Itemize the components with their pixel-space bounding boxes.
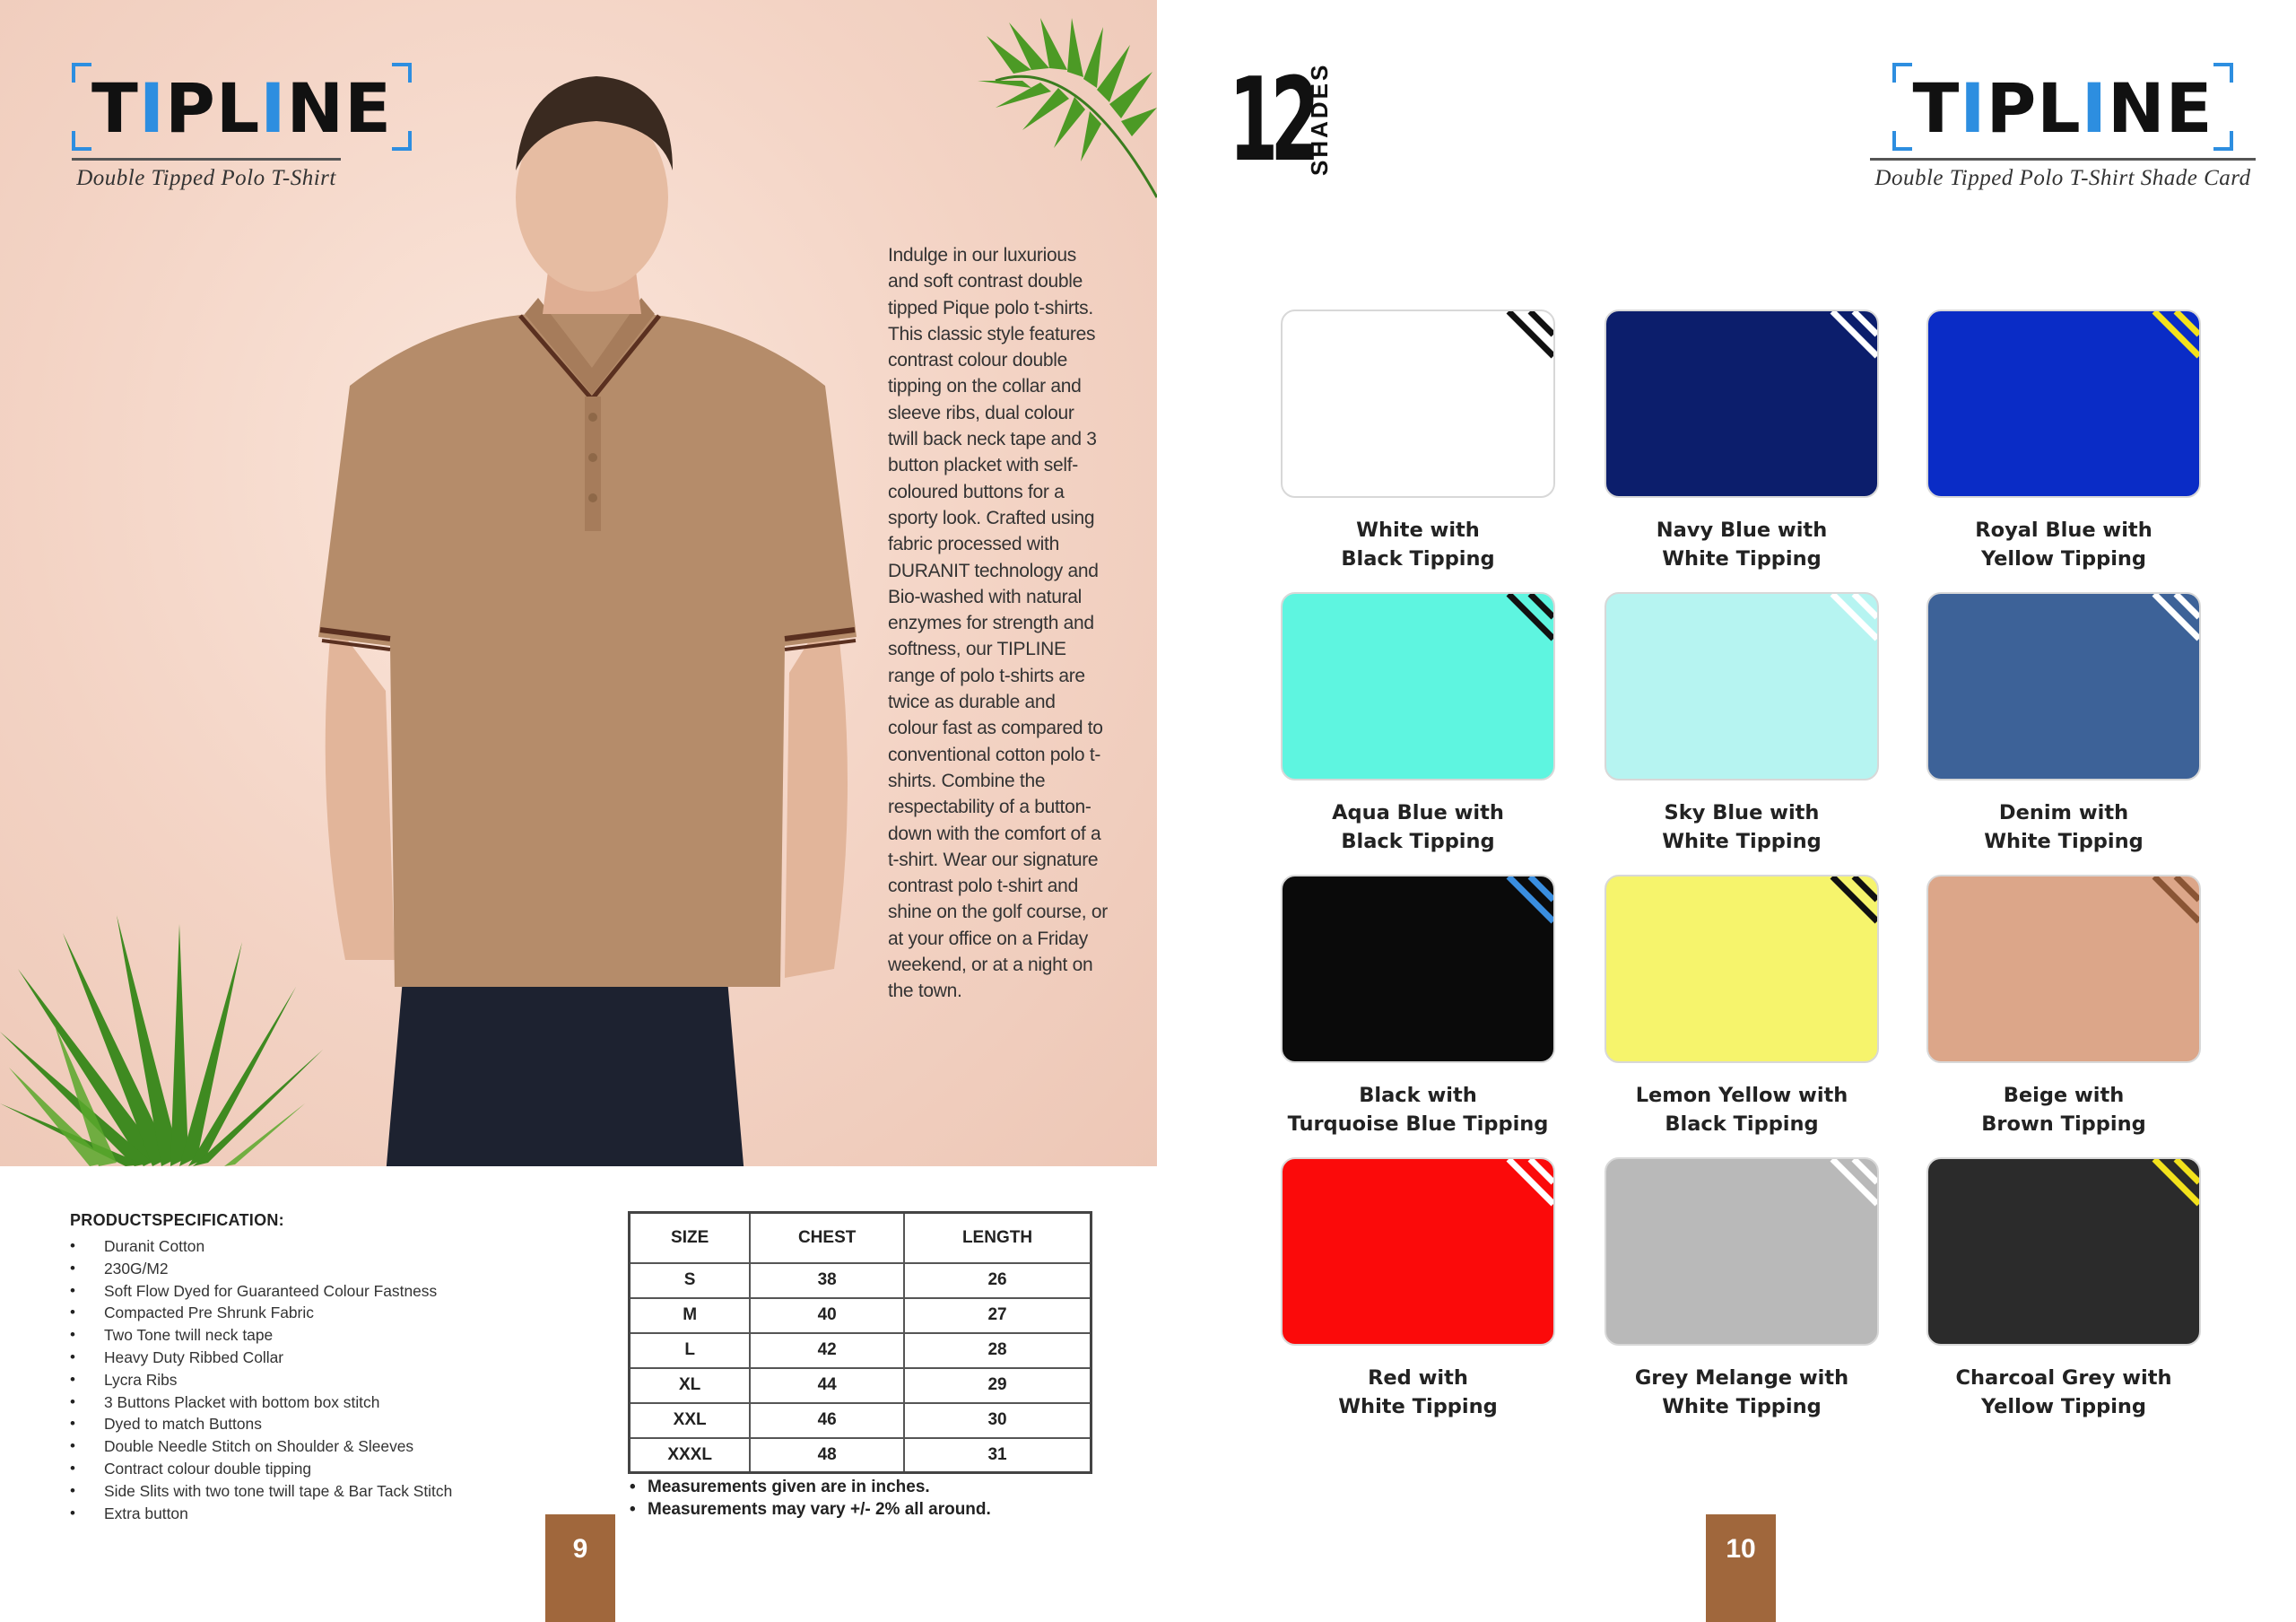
shade-label — [1605, 798, 1879, 856]
shade-label — [1605, 1081, 1879, 1138]
tipping-stripes-icon — [1500, 1159, 1553, 1213]
measurement-note: • Measurements may vary +/- 2% all around. — [628, 1498, 1130, 1521]
brand-subtitle: Double Tipped Polo T-Shirt Shade Card — [1874, 166, 2251, 190]
shade-swatch-item — [1605, 592, 1879, 856]
shade-label — [1605, 516, 1879, 573]
shade-label-line1: Black with — [1359, 1084, 1477, 1107]
shades-number: 12 — [1229, 54, 1313, 187]
measurement-notes — [628, 1476, 1130, 1521]
shade-label-line2: White Tipping — [1338, 1395, 1498, 1418]
shade-label-line2: Brown Tipping — [1981, 1112, 2146, 1136]
size-table-row — [630, 1263, 1091, 1298]
page-number-left: 9 — [545, 1514, 615, 1622]
spec-item: • 3 Buttons Placket with bottom box stitch — [70, 1391, 572, 1414]
hero-photo-area — [0, 0, 1157, 1166]
size-table-cell: S — [630, 1263, 751, 1298]
size-table-body — [630, 1263, 1091, 1473]
size-table-header-cell: LENGTH — [904, 1213, 1091, 1263]
size-table-cell: 31 — [904, 1438, 1091, 1473]
tipping-stripes-icon — [1823, 594, 1877, 648]
tipping-stripes-icon — [2145, 594, 2199, 648]
shade-label — [1281, 1364, 1555, 1421]
product-description: Indulge in our luxurious and soft contrast double tipped Pique polo t-shirts. This classic style features contrast colour double tipping on the collar and sleeve ribs, dual colour twill back neck tape and 3 button placket with self-coloured buttons for a sporty look. Crafted using fabric processed with DURANIT technology and Bio-washed with natural enzymes for strength and softness, our TIPLINE range of polo t-shirts are twice as durable and colour fast as compared to conventional cotton polo t-shirts. Combine the respectability of a button-down with the comfort of a t-shirt. Wear our signature contrast polo t-shirt and shine on the golf course, or at your office on a Friday weekend, or at a night on the town. — [888, 245, 1108, 1002]
size-table-cell: 30 — [904, 1403, 1091, 1438]
shade-color-swatch — [1281, 875, 1555, 1063]
shade-swatch-item — [1605, 310, 1879, 573]
shade-label-line1: Grey Melange with — [1634, 1366, 1849, 1390]
shades-count-badge — [1229, 54, 1363, 187]
palm-leaf-top-right — [969, 18, 1157, 206]
shade-color-swatch — [1926, 1157, 2201, 1346]
size-table-cell: 46 — [750, 1403, 904, 1438]
brand-subtitle: Double Tipped Polo T-Shirt — [76, 166, 336, 190]
shade-color-swatch — [1281, 310, 1555, 498]
page-number-right: 10 — [1706, 1514, 1776, 1622]
size-table-header-cell: SIZE — [630, 1213, 751, 1263]
model-illustration — [296, 63, 879, 1166]
product-specification — [70, 1211, 572, 1524]
shade-color-swatch — [1605, 592, 1879, 780]
size-table-cell: XXL — [630, 1403, 751, 1438]
spec-item: • Dyed to match Buttons — [70, 1413, 572, 1435]
spec-item: • Soft Flow Dyed for Guaranteed Colour Fastness — [70, 1280, 572, 1303]
shade-label — [1281, 1081, 1555, 1138]
shade-label-line1: Royal Blue with — [1975, 519, 2152, 542]
shade-label-line2: Yellow Tipping — [1980, 1395, 2147, 1418]
shade-color-swatch — [1605, 1157, 1879, 1346]
size-table — [628, 1211, 1092, 1474]
spec-item: • Double Needle Stitch on Shoulder & Sleeves — [70, 1435, 572, 1458]
shade-color-swatch — [1281, 592, 1555, 780]
shade-label — [1926, 1364, 2201, 1421]
tipping-stripes-icon — [1823, 876, 1877, 930]
tipping-stripes-icon — [2145, 876, 2199, 930]
measurement-note: • Measurements given are in inches. — [628, 1476, 1130, 1498]
shade-label — [1926, 516, 2201, 573]
tipping-stripes-icon — [2145, 311, 2199, 365]
spec-item: • Extra button — [70, 1503, 572, 1525]
shade-label-line2: Yellow Tipping — [1980, 547, 2147, 571]
size-table-cell: 26 — [904, 1263, 1091, 1298]
spec-item: • Duranit Cotton — [70, 1235, 572, 1258]
size-table-cell: L — [630, 1333, 751, 1368]
size-table-row — [630, 1298, 1091, 1333]
tipping-stripes-icon — [1823, 311, 1877, 365]
shade-label-line2: Black Tipping — [1665, 1112, 1819, 1136]
size-table-row — [630, 1368, 1091, 1403]
size-table-cell: 38 — [750, 1263, 904, 1298]
shade-label-line2: White Tipping — [1662, 1395, 1822, 1418]
size-table-cell: M — [630, 1298, 751, 1333]
size-table-cell: 44 — [750, 1368, 904, 1403]
size-table-cell: 27 — [904, 1298, 1091, 1333]
shade-label-line2: White Tipping — [1662, 830, 1822, 853]
spec-item: • Contract colour double tipping — [70, 1458, 572, 1480]
tipping-stripes-icon — [1500, 876, 1553, 930]
size-table-cell: 48 — [750, 1438, 904, 1473]
tipping-stripes-icon — [1823, 1159, 1877, 1213]
brand-logo-left — [72, 63, 393, 191]
spec-item: • Compacted Pre Shrunk Fabric — [70, 1302, 572, 1324]
shade-label-line1: Navy Blue with — [1656, 519, 1828, 542]
spec-item: • Two Tone twill neck tape — [70, 1324, 572, 1347]
shade-swatch-item — [1605, 1157, 1879, 1421]
specs-title: PRODUCTSPECIFICATION: — [70, 1211, 284, 1229]
shade-color-swatch — [1926, 310, 2201, 498]
shade-swatch-item — [1281, 310, 1555, 573]
shade-label-line1: Aqua Blue with — [1332, 801, 1504, 824]
size-table-cell: 29 — [904, 1368, 1091, 1403]
spec-item: • Heavy Duty Ribbed Collar — [70, 1347, 572, 1369]
shade-swatch-item — [1926, 1157, 2201, 1421]
shade-color-swatch — [1281, 1157, 1555, 1346]
shade-color-swatch — [1926, 875, 2201, 1063]
shade-label — [1605, 1364, 1879, 1421]
shade-label — [1281, 516, 1555, 573]
palm-leaf-bottom-left — [0, 897, 323, 1166]
shade-color-swatch — [1605, 310, 1879, 498]
shade-label-line2: Turquoise Blue Tipping — [1287, 1112, 1549, 1136]
size-table-row — [630, 1438, 1091, 1473]
shade-swatch-item — [1281, 1157, 1555, 1421]
shade-label-line1: Red with — [1368, 1366, 1468, 1390]
shade-label-line2: Black Tipping — [1341, 830, 1495, 853]
shade-label-line1: White with — [1356, 519, 1480, 542]
shade-label-line1: Sky Blue with — [1664, 801, 1820, 824]
shade-swatch-item — [1926, 875, 2201, 1138]
size-table-header — [630, 1213, 1091, 1263]
shade-label-line2: White Tipping — [1984, 830, 2144, 853]
shade-label-line1: Lemon Yellow with — [1635, 1084, 1848, 1107]
shade-label-line1: Denim with — [1998, 801, 2129, 824]
size-table-row — [630, 1333, 1091, 1368]
spec-item: • Lycra Ribs — [70, 1369, 572, 1391]
specs-list — [70, 1235, 572, 1524]
tipping-stripes-icon — [2145, 1159, 2199, 1213]
shade-label-line1: Charcoal Grey with — [1955, 1366, 2172, 1390]
size-table-row — [630, 1403, 1091, 1438]
spec-item: • 230G/M2 — [70, 1258, 572, 1280]
shades-word: SHADES — [1306, 62, 1333, 176]
spec-item: • Side Slits with two tone twill tape & Bar Tack Stitch — [70, 1480, 572, 1503]
tipping-stripes-icon — [1500, 311, 1553, 365]
shade-color-swatch — [1926, 592, 2201, 780]
shade-swatch-item — [1281, 592, 1555, 856]
shade-swatch-item — [1926, 310, 2201, 573]
size-table-cell: 28 — [904, 1333, 1091, 1368]
shade-label-line2: White Tipping — [1662, 547, 1822, 571]
brand-name: TIPLINE — [1912, 68, 2213, 148]
shade-swatch-item — [1605, 875, 1879, 1138]
shade-swatch-item — [1926, 592, 2201, 856]
shade-color-swatch — [1605, 875, 1879, 1063]
shade-label — [1926, 1081, 2201, 1138]
brand-name: TIPLINE — [91, 68, 393, 148]
size-table-header-cell: CHEST — [750, 1213, 904, 1263]
shade-swatch-item — [1281, 875, 1555, 1138]
shade-label-line1: Beige with — [2003, 1084, 2125, 1107]
size-table-cell: 40 — [750, 1298, 904, 1333]
tipping-stripes-icon — [1500, 594, 1553, 648]
shade-label — [1281, 798, 1555, 856]
shade-label-line2: Black Tipping — [1341, 547, 1495, 571]
shade-label — [1926, 798, 2201, 856]
size-table-cell: XL — [630, 1368, 751, 1403]
size-table-cell: XXXL — [630, 1438, 751, 1473]
brand-logo-right — [1870, 63, 2256, 191]
size-table-cell: 42 — [750, 1333, 904, 1368]
